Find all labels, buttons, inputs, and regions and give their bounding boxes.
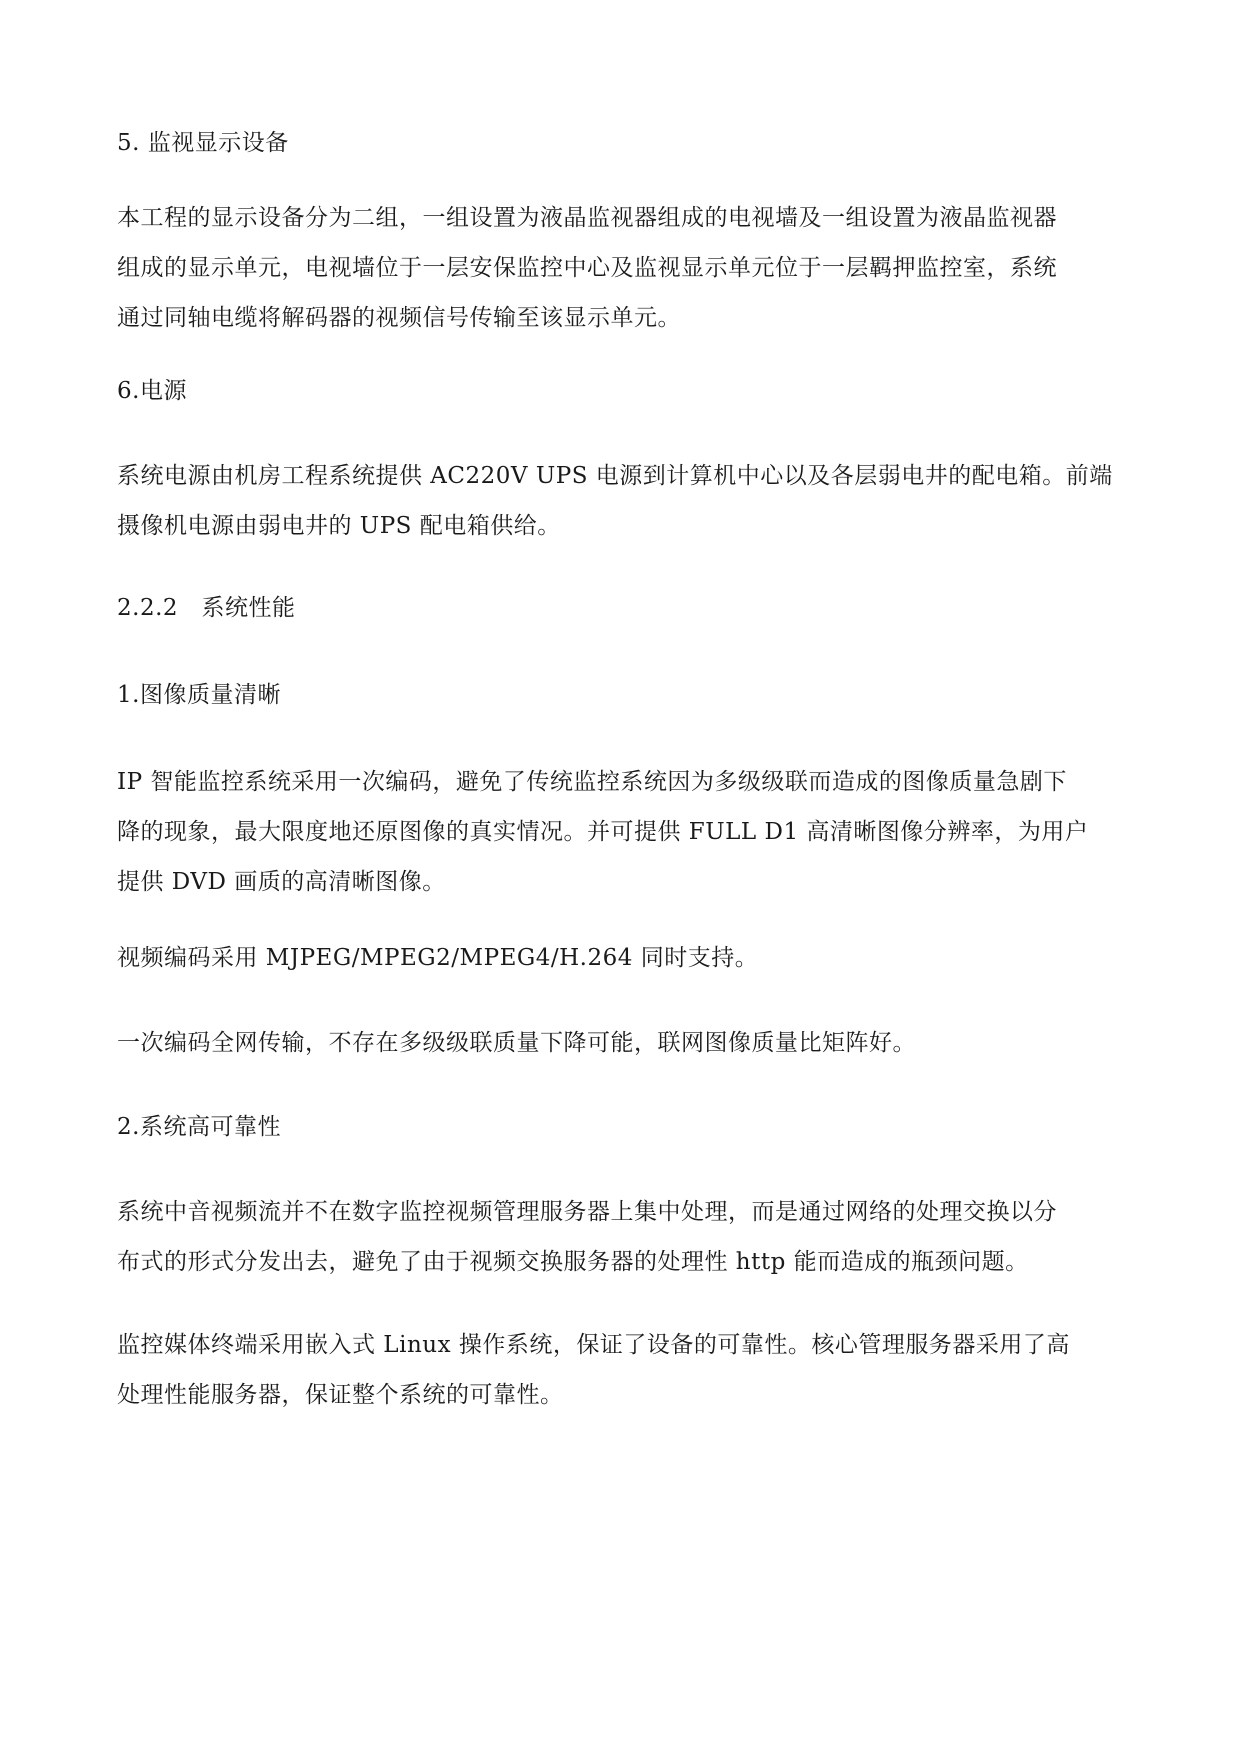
paragraph-line: 组成的显示单元，电视墙位于一层安保监控中心及监视显示单元位于一层羁押监控室，系统 bbox=[117, 255, 1057, 281]
heading-high-reliability: 2.系统高可靠性 bbox=[117, 1114, 281, 1140]
heading-monitor-display: 5. 监视显示设备 bbox=[117, 130, 289, 156]
paragraph-line: 本工程的显示设备分为二组，一组设置为液晶监视器组成的电视墙及一组设置为液晶监视器 bbox=[117, 205, 1057, 231]
paragraph-line: 处理性能服务器，保证整个系统的可靠性。 bbox=[117, 1382, 564, 1408]
paragraph-line: 监控媒体终端采用嵌入式 Linux 操作系统，保证了设备的可靠性。核心管理服务器采用了高 bbox=[117, 1332, 1070, 1358]
paragraph-distributed-processing bbox=[117, 1187, 1127, 1287]
paragraph-line: 系统中音视频流并不在数字监控视频管理服务器上集中处理，而是通过网络的处理交换以分 bbox=[117, 1199, 1057, 1225]
paragraph-display-devices bbox=[117, 193, 1127, 343]
paragraph-line: 通过同轴电缆将解码器的视频信号传输至该显示单元。 bbox=[117, 305, 681, 331]
paragraph-line: 摄像机电源由弱电井的 UPS 配电箱供给。 bbox=[117, 513, 561, 539]
heading-system-performance: 2.2.2 系统性能 bbox=[117, 595, 296, 621]
heading-power: 6.电源 bbox=[117, 378, 187, 404]
heading-image-quality: 1.图像质量清晰 bbox=[117, 682, 281, 708]
paragraph-image-quality bbox=[117, 757, 1127, 907]
paragraph-line: 系统电源由机房工程系统提供 AC220V UPS 电源到计算机中心以及各层弱电井的配电箱。前端 bbox=[117, 463, 1113, 489]
paragraph-video-codec: 视频编码采用 MJPEG/MPEG2/MPEG4/H.264 同时支持。 bbox=[117, 945, 759, 971]
paragraph-line: 提供 DVD 画质的高清晰图像。 bbox=[117, 869, 446, 895]
paragraph-power-supply bbox=[117, 451, 1127, 551]
paragraph-line: IP 智能监控系统采用一次编码，避免了传统监控系统因为多级级联而造成的图像质量急剧下 bbox=[117, 769, 1067, 795]
paragraph-line: 降的现象，最大限度地还原图像的真实情况。并可提供 FULL D1 高清晰图像分辨率，为用户 bbox=[117, 819, 1089, 845]
paragraph-line: 布式的形式分发出去，避免了由于视频交换服务器的处理性 http 能而造成的瓶颈问题。 bbox=[117, 1249, 1029, 1275]
paragraph-network-transmission: 一次编码全网传输，不存在多级级联质量下降可能，联网图像质量比矩阵好。 bbox=[117, 1030, 916, 1056]
paragraph-linux-terminal bbox=[117, 1320, 1127, 1420]
